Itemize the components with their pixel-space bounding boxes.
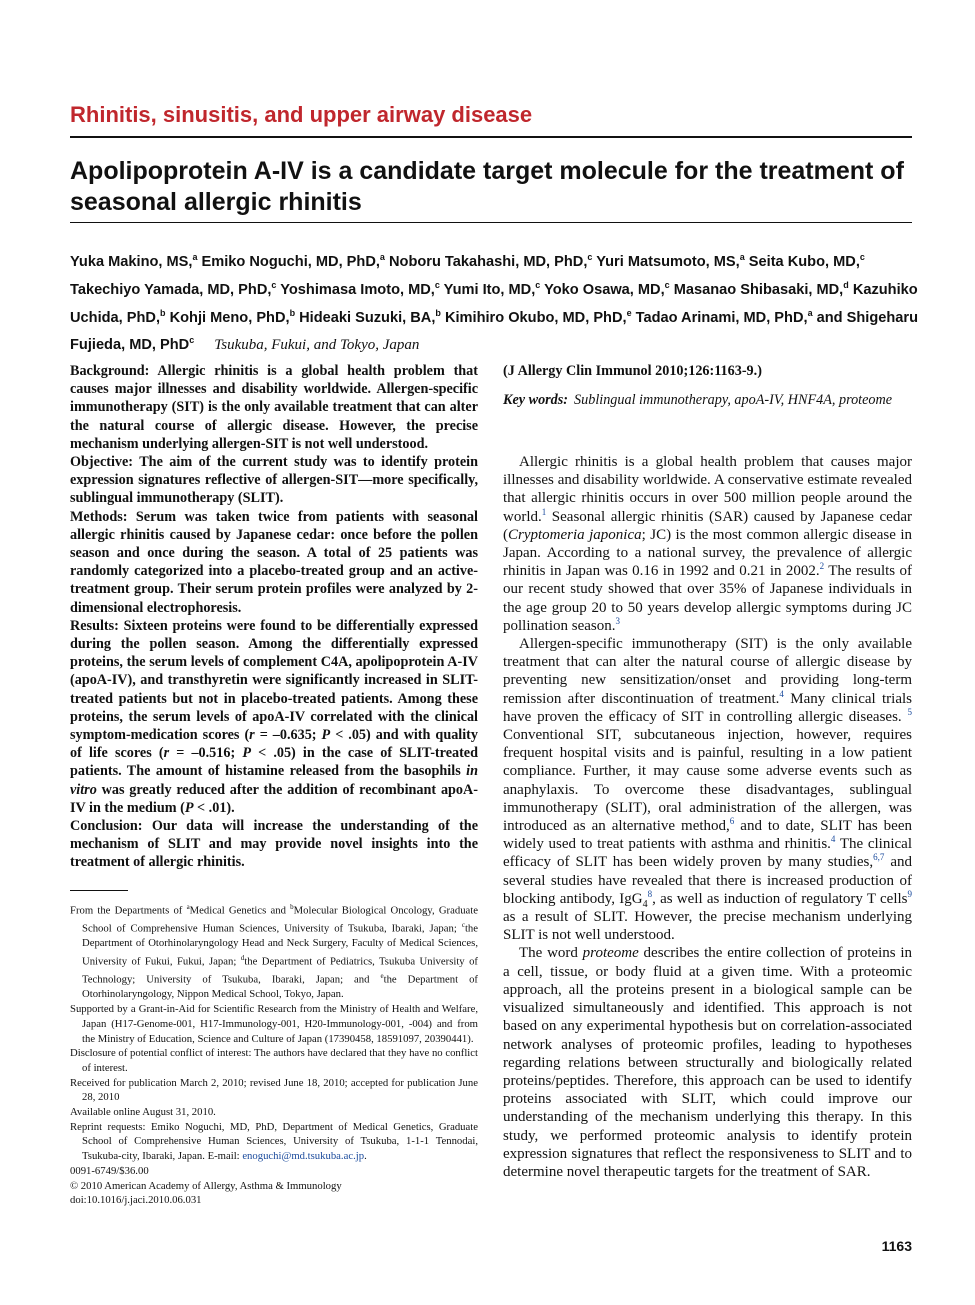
author: Yumi Ito, MD,$^c$ — [443, 279, 541, 298]
footnote-copyright: © 2010 American Academy of Allergy, Asthma & Immunology — [70, 1179, 342, 1192]
ref-link[interactable]: 2 — [819, 561, 825, 572]
ref-link[interactable]: 6 — [729, 816, 735, 827]
author-list — [70, 246, 920, 357]
ref-link[interactable]: 1 — [541, 506, 547, 517]
footnote-received: Received for publication March 2, 2010; revised June 18, 2010; accepted for publication June 28, 2010 — [70, 1076, 478, 1104]
ref-link[interactable]: 8 — [647, 888, 653, 899]
abstract-methods: Methods: Serum was taken twice from patients with seasonal allergic rhinitis caused by Japanese cedar: once before the pollen season and once during the season. A total of 25 patients was randomly categorized into a placebo-treated group and an active-treatment group. Their serum protein profiles were analyzed by 2-dimensional electrophoresis. — [70, 508, 478, 616]
header-rule — [70, 136, 912, 138]
footnote-online: Available online August 31, 2010. — [70, 1106, 216, 1119]
footnote-separator — [70, 890, 128, 891]
author: Kimihiro Okubo, MD, PhD,$^e$ — [444, 307, 632, 326]
author: Yuri Matsumoto, MS,$^a$ — [596, 252, 745, 270]
author: Tadao Arinami, MD, PhD,$^a$ — [635, 307, 813, 326]
author: Yoko Osawa, MD,$^c$ — [544, 279, 670, 298]
right-column — [503, 362, 912, 1181]
ref-link[interactable]: 6,7 — [873, 852, 885, 863]
footnote-doi[interactable]: doi:10.1016/j.jaci.2010.06.031 — [70, 1194, 202, 1207]
ref-link[interactable]: 5 — [907, 706, 912, 717]
footnote-disclosure: Disclosure of potential conflict of interest: The authors have declared that they have no conflict of interest. — [70, 1047, 478, 1074]
abstract — [70, 362, 478, 872]
email-link[interactable]: enoguchi@md.tsukuba.ac.jp — [242, 1150, 365, 1163]
author: Yoshimasa Imoto, MD,$^c$ — [280, 279, 440, 298]
author: and Shigeharu Fujieda, MD, PhD$^c$ — [70, 309, 918, 354]
body-paragraph: Allergic rhinitis is a global health problem that causes major illnesses and disability worldwide. A conservative estimate revealed that allergic rhinitis occurs in over 500 million people around the world.$^1$ Seasonal allergic rhinitis (SAR) caused by Japanese cedar (Cryptomeria japonica; JC) is the most common allergic disease in Japan. According to a national survey, the prevalence of allergic rhinitis in Japan was 0.16 in 1992 and 0.21 in 2002.$^2$ The results of our recent study showed that over 35% of Japanese individuals in the age group 20 to 50 years develop allergic symptoms during JC pollination season.$^3$ — [503, 454, 913, 634]
author: Yuka Makino, MS,$^a$ — [70, 252, 198, 270]
footnote-issn: 0091-6749/$36.00 — [70, 1164, 149, 1177]
footnote-affiliations: From the Departments of $^a$Medical Genetics and $^b$Molecular Biological Oncology, Graduate School of Comprehensive Human Sciences, University of Tsukuba, Ibaraki, Japan; $^c$the Department of Otorhinolaryngology Head and Neck Surgery, Faculty of Medical Sciences, University of Fukui, Fukui, Japan; $^d$the Department of Pediatrics, Tsukuba University of Technology; University of Tsukuba, Ibaraki, Japan; and $^e$the Department of Otorhinolaryngology, Nippon Medical School, Tokyo, Japan. — [70, 902, 478, 1001]
keywords: Key words: Sublingual immunotherapy, apoA-IV, HNF4A, proteome — [503, 392, 893, 408]
author: Seita Kubo, MD,$^c$ — [748, 252, 865, 270]
footnote-funding: Supported by a Grant-in-Aid for Scientific Research from the Ministry of Health and Welfare, Japan (H17-Genome-001, H17-Immunology-001, H20-Immunology-001, -004) and from the Ministry of Education, Science and Culture of Japan (17390458, 18591097, 20390441). — [70, 1003, 478, 1045]
ref-link[interactable]: 4 — [830, 834, 836, 845]
author: Hideaki Suzuki, BA,$^b$ — [299, 307, 441, 326]
author: Kohji Meno, PhD,$^b$ — [169, 307, 296, 326]
section-header: Rhinitis, sinusitis, and upper airway disease — [70, 102, 533, 127]
article-title: Apolipoprotein A-IV is a candidate target molecule for the treatment of seasonal allergic rhinitis — [70, 157, 904, 216]
author: Kazuhiko Uchida, PhD,$^b$ — [70, 281, 918, 326]
author: Emiko Noguchi, MD, PhD,$^a$ — [201, 252, 385, 270]
ref-link[interactable]: 4 — [779, 688, 784, 699]
left-column — [70, 362, 478, 1208]
ref-link[interactable]: 9 — [907, 888, 912, 899]
author: Masanao Shibasaki, MD,$^d$ — [673, 279, 849, 298]
abstract-results: Results: Sixteen proteins were found to be differentially expressed during the pollen season. Among the differentially expressed proteins, the serum levels of complement C4A, apolipoprotein A-IV (apoA-IV), and transthyretin were significantly increased in SLIT-treated patients but not in placebo-treated patients. Among these proteins, the serum levels of apoA-IV correlated with the clinical symptom-medication scores (r = –0.635; P < .05) and with quality of life scores (r = –0.516; P < .05) in the case of SLIT-treated patients. The amount of histamine released from the basophils in vitro was greatly reduced after the addition of recombinant apoA-IV in the medium (P < .01). — [70, 617, 478, 816]
abstract-conclusion: Conclusion: Our data will increase the understanding of the mechanism of SLIT and may provide novel insights into the treatment of allergic rhinitis. — [70, 818, 478, 871]
page-number: 1163 — [881, 1238, 912, 1254]
journal-citation: (J Allergy Clin Immunol 2010;126:1163-9.) — [503, 363, 762, 379]
ref-link[interactable]: 3 — [615, 615, 620, 626]
body-paragraph: The word proteome describes the entire collection of proteins in a cell, tissue, or body fluid at a given time. With a proteomic approach, all the proteins present in a biological sample can be visualized simultaneously and identified. This approach is not based on any experimental hypothesis but on correlation-associated network analyses of proteomic profiles, leading to hypotheses regarding relations between structurally and biologically related proteins/peptides. Therefore, this approach can be used to identify proteins associated with SLIT, which could improve our understanding of the mechanism underlying this therapy. In this study, we performed proteomic analysis to identify protein expression signatures that reflect the responsiveness to SLIT and to determine novel therapeutic targets for the treatment of SAR. — [503, 945, 912, 1180]
title-rule — [70, 222, 912, 223]
abstract-objective: Objective: The aim of the current study was to identify protein expression signatures reflective of allergen-SIT—more specifically, sublingual immunotherapy (SLIT). — [70, 454, 478, 507]
body-text — [503, 453, 912, 1181]
body-paragraph: Allergen-specific immunotherapy (SIT) is the only available treatment that can alter the natural course of allergic disease by preventing new sensitization/onset and providing long-term remission after discontinuation of treatment.$^4$ Many clinical trials have proven the efficacy of SIT in controlling allergic diseases. $^5$ Conventional SIT, subcutaneous injection, however, requires frequent hospital visits and is painful, resulting in a low patient compliance. Further, it may cause some adverse events such as anaphylaxis. To overcome these disadvantages, sublingual immunotherapy (SLIT), oral administration of the allergen, was introduced as an alternative method,$^6$ and to date, SLIT has been widely used to treat patients with asthma and rhinitis.$^4$ The clinical efficacy of SLIT has been widely proven by many studies,$^{6,7}$ and several studies have revealed that there is increased production of blocking antibody, IgG$_4^8$, as well as induction of regulatory T cells$^9$ as a result of SLIT. However, the precise mechanism underlying SLIT is not well understood. — [503, 636, 912, 944]
author: Takechiyo Yamada, MD, PhD,$^c$ — [70, 279, 277, 298]
footnote-reprint: Reprint requests: Emiko Noguchi, MD, PhD, Department of Medical Genetics, Graduate School of Comprehensive Human Sciences, University of Tsukuba, 1-1-1 Tennodai, Tsukuba-city, Ibaraki, Japan. E-mail: enoguchi@md.tsukuba.ac.jp. — [70, 1120, 478, 1163]
author: Noboru Takahashi, MD, PhD,$^c$ — [389, 252, 593, 270]
footnotes — [70, 900, 478, 1208]
author-location: Tsukuba, Fukui, and Tokyo, Japan — [214, 337, 420, 354]
abstract-background: Background: Allergic rhinitis is a global health problem that causes major illnesses and disability worldwide. Allergen-specific immunotherapy (SIT) is the only available treatment that can alter the natural course of allergic disease. However, the precise mechanism underlying allergen-SIT is not well understood. — [70, 363, 479, 452]
